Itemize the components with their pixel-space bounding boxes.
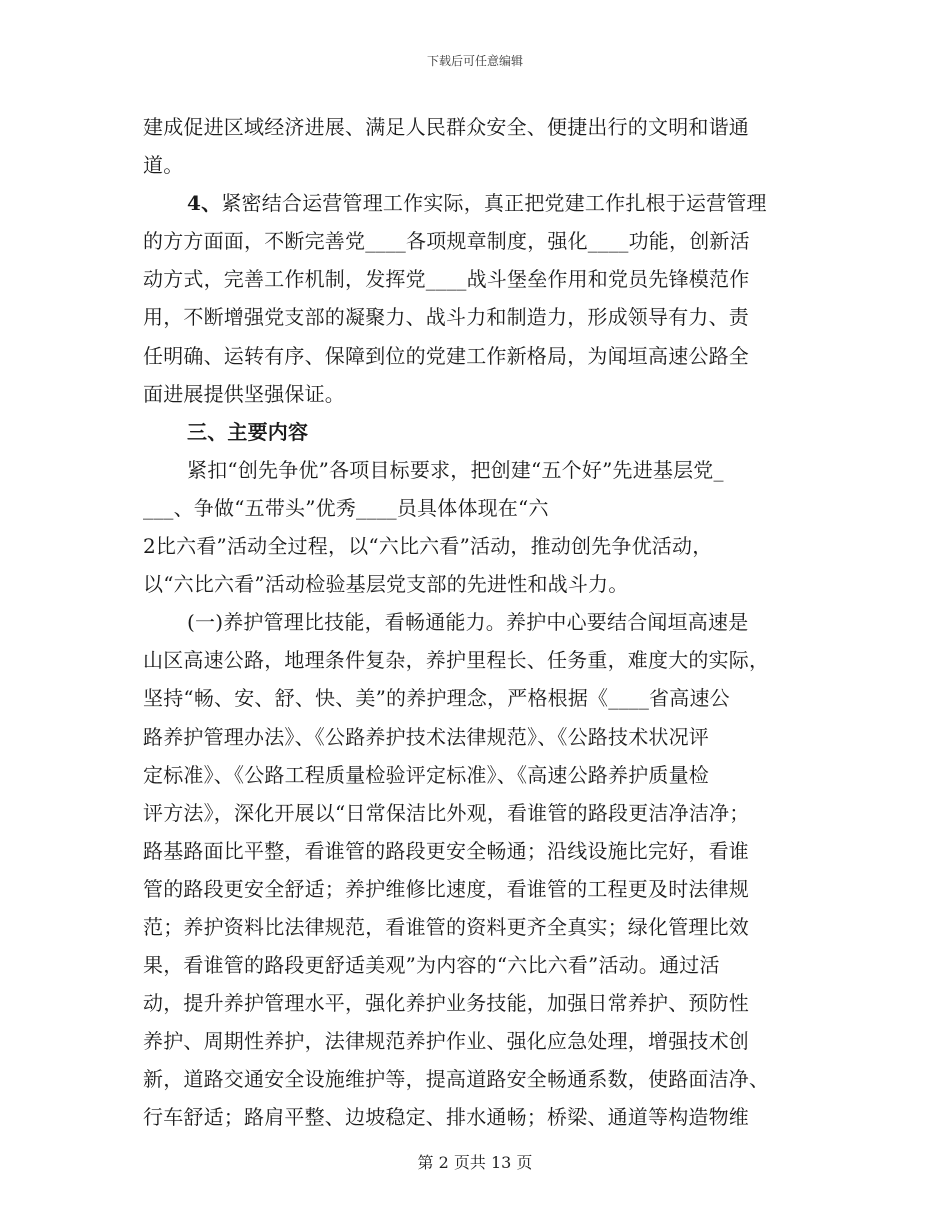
text-line: 定标准》、《公路工程质量检验评定标准》、《高速公路养护质量检 — [143, 762, 709, 787]
document-body — [143, 108, 823, 1137]
text-line: 行车舒适；路肩平整、边坡稳定、排水通畅；桥梁、通道等构造物维 — [143, 1105, 749, 1130]
list-number: 4、 — [187, 191, 222, 216]
text-line: 道。 — [143, 153, 184, 178]
text-line: 管的路段更安全舒适；养护维修比速度，看谁管的工程更及时法律规 — [143, 876, 749, 901]
text-line: 的方方面面，不断完善党____各项规章制度，强化____功能，创新活 — [143, 229, 750, 254]
text-line: 2比六看”活动全过程，以“六比六看”活动，推动创先争优活动， — [143, 534, 713, 559]
text-line: 面进展提供坚强保证。 — [143, 381, 345, 406]
text-line: 养护、周期性养护，法律规范养护作业、强化应急处理，增强技术创 — [143, 1029, 749, 1054]
text-line: 山区高速公路，地理条件复杂，养护里程长、任务重，难度大的实际， — [143, 648, 770, 673]
page-footer: 第 2 页共 13 页 — [417, 1153, 533, 1172]
text-line-rest: 紧密结合运营管理工作实际，真正把党建工作扎根于运营管理 — [221, 191, 767, 216]
text-line: (一)养护管理比技能，看畅通能力。养护中心要结合闻垣高速是 — [187, 610, 749, 635]
text-line: 路基路面比平整，看谁管的路段更安全畅通；沿线设施比完好，看谁 — [143, 838, 749, 863]
text-line: 紧扣“创先争优”各项目标要求，把创建“五个好”先进基层党_ — [187, 457, 724, 482]
text-line: ___、争做“五带头”优秀____员具体体现在“六 — [143, 495, 549, 520]
text-line: 范；养护资料比法律规范，看谁管的资料更齐全真实；绿化管理比效 — [143, 914, 749, 939]
text-line: 建成促进区域经济进展、满足人民群众安全、便捷出行的文明和谐通 — [143, 115, 749, 139]
text-line: 路养护管理办法》、《公路养护技术法律规范》、《公路技术状况评 — [143, 724, 709, 749]
text-line: 评方法》，深化开展以“日常保洁比外观，看谁管的路段更洁净洁净； — [143, 800, 750, 825]
text-line: 以“六比六看”活动检验基层党支部的先进性和战斗力。 — [143, 572, 629, 597]
text-line: 动方式，完善工作机制，发挥党____战斗堡垒作用和党员先锋模范作 — [143, 267, 750, 292]
text-line: 果，看谁管的路段更舒适美观”为内容的“六比六看”活动。通过活 — [143, 953, 720, 978]
text-line: 用，不断增强党支部的凝聚力、战斗力和制造力，形成领导有力、责 — [143, 305, 749, 330]
text-line: 任明确、运转有序、保障到位的党建工作新格局，为闻垣高速公路全 — [143, 343, 749, 368]
text-line: 新，道路交通安全设施维护等，提高道路安全畅通系数，使路面洁净、 — [143, 1067, 770, 1092]
text-line — [143, 184, 823, 222]
page-header: 下载后可任意编辑 — [426, 54, 523, 68]
text-line: 动，提升养护管理水平，强化养护业务技能，加强日常养护、预防性 — [143, 991, 749, 1016]
section-heading: 三、主要内容 — [187, 419, 309, 444]
text-line: 坚持“畅、安、舒、快、美”的养护理念，严格根据《____省高速公 — [143, 686, 730, 711]
